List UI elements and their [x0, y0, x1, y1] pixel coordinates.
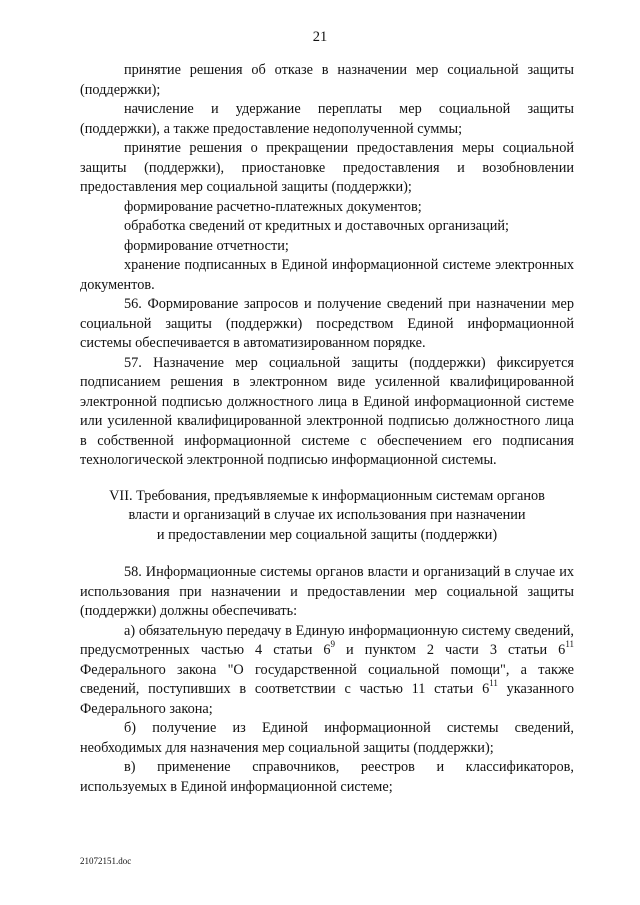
- paragraph-payment-documents: формирование расчетно-платежных документов;: [124, 198, 422, 215]
- page-number: 21: [312, 29, 328, 45]
- item-a-text: и пунктом 2 части 3 статьи 6: [335, 642, 566, 658]
- paragraph-termination-decision: принятие решения о прекращении предоставления меры социальной защиты (поддержки), приостановке предоставления и возобновлении предоставления мер социальной защиты (поддержки);: [80, 140, 574, 195]
- section-heading-vii: [80, 487, 574, 546]
- paragraph-57: 57. Назначение мер социальной защиты (поддержки) фиксируется подписанием решения в электронном виде усиленной квалифицированной электронной подписью должностного лица в Единой информационной системе или усиленной квалифицированной электронной подписью должностного лица в собственной информационной системе с обеспечением его подписания технологической электронной подписью информационной системы.: [80, 354, 574, 468]
- paragraph-refusal-decision: принятие решения об отказе в назначении мер социальной защиты (поддержки);: [80, 62, 574, 98]
- paragraph-reporting: формирование отчетности;: [124, 237, 289, 254]
- paragraph-overpayment: начисление и удержание переплаты мер социальной защиты (поддержки), а также предоставление недополученной суммы;: [80, 101, 574, 137]
- section-heading-line: VII. Требования, предъявляемые к информационным системам органов: [109, 487, 545, 504]
- paragraph-56: 56. Формирование запросов и получение сведений при назначении мер социальной защиты (поддержки) посредством Единой информационной системы обеспечивается в автоматизированном порядке.: [80, 296, 574, 351]
- superscript: 11: [565, 639, 574, 650]
- item-a-text: указанного Федерального закона;: [80, 681, 574, 717]
- section-heading-line: власти и организаций в случае их использования при назначении: [128, 507, 526, 523]
- footer-file-code: 21072151.doc: [80, 856, 132, 866]
- paragraph-storage: хранение подписанных в Единой информационной системе электронных документов.: [80, 257, 574, 293]
- item-a: [80, 622, 574, 720]
- item-a-text: Федерального закона "О государственной социальной помощи", а также сведений, поступивших в соответствии с частью 11 статьи 6: [80, 661, 574, 697]
- paragraph-credit-organizations: обработка сведений от кредитных и доставочных организаций;: [124, 218, 509, 234]
- section-heading-line: и предоставлении мер социальной защиты (поддержки): [156, 526, 498, 543]
- paragraph-58: 58. Информационные системы органов власти и организаций в случае их использования при назначении и предоставлении мер социальной защиты (поддержки) должны обеспечивать:: [80, 564, 574, 619]
- superscript: 11: [489, 678, 498, 689]
- document-body: [80, 61, 574, 797]
- superscript: 9: [330, 639, 336, 650]
- item-v: в) применение справочников, реестров и классификаторов, используемых в Единой информационной системе;: [80, 759, 574, 795]
- item-a-text: а) обязательную передачу в Единую информационную систему сведений, предусмотренных частью 4 статьи 6: [80, 622, 574, 658]
- item-b: б) получение из Единой информационной системы сведений, необходимых для назначения мер социальной защиты (поддержки);: [80, 720, 574, 756]
